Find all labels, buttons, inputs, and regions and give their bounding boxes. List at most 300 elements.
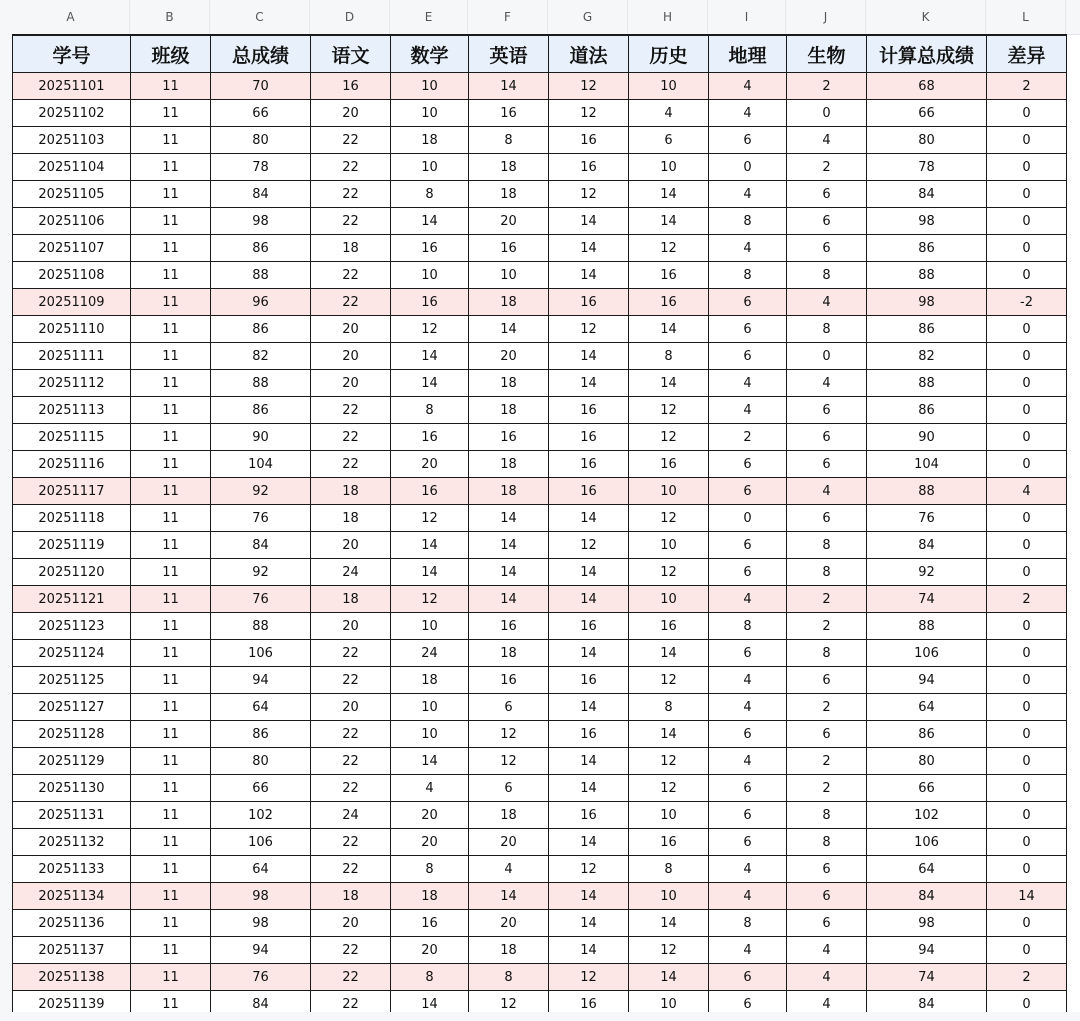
table-cell[interactable]: 4: [709, 883, 787, 910]
table-cell[interactable]: 84: [211, 181, 311, 208]
table-cell[interactable]: 0: [987, 775, 1067, 802]
column-header-col-g[interactable]: G: [548, 0, 628, 34]
header-cell[interactable]: 道法: [549, 35, 629, 73]
table-cell[interactable]: 6: [787, 397, 867, 424]
table-cell[interactable]: 14: [549, 586, 629, 613]
table-cell[interactable]: 6: [787, 235, 867, 262]
table-cell[interactable]: 4: [469, 856, 549, 883]
table-cell[interactable]: 20251104: [13, 154, 131, 181]
table-cell[interactable]: 0: [787, 100, 867, 127]
table-cell[interactable]: 20: [311, 910, 391, 937]
table-cell[interactable]: 0: [987, 802, 1067, 829]
table-cell[interactable]: 10: [391, 721, 469, 748]
table-cell[interactable]: 16: [391, 478, 469, 505]
table-cell[interactable]: 6: [469, 775, 549, 802]
table-cell[interactable]: 24: [311, 802, 391, 829]
table-cell[interactable]: 14: [391, 748, 469, 775]
table-cell[interactable]: 22: [311, 451, 391, 478]
table-cell[interactable]: 12: [549, 73, 629, 100]
table-cell[interactable]: 14: [549, 640, 629, 667]
table-cell[interactable]: 4: [709, 694, 787, 721]
table-cell[interactable]: 18: [469, 397, 549, 424]
table-cell[interactable]: 8: [629, 694, 709, 721]
table-cell[interactable]: 10: [629, 586, 709, 613]
table-cell[interactable]: 20: [311, 694, 391, 721]
table-cell[interactable]: 18: [311, 235, 391, 262]
table-cell[interactable]: 20251120: [13, 559, 131, 586]
table-cell[interactable]: 82: [211, 343, 311, 370]
table-cell[interactable]: 18: [469, 802, 549, 829]
table-cell[interactable]: 11: [131, 181, 211, 208]
table-cell[interactable]: 8: [391, 856, 469, 883]
table-cell[interactable]: 86: [211, 316, 311, 343]
table-cell[interactable]: 96: [211, 289, 311, 316]
table-cell[interactable]: 6: [787, 883, 867, 910]
table-cell[interactable]: 16: [469, 613, 549, 640]
table-cell[interactable]: 12: [469, 748, 549, 775]
table-cell[interactable]: 4: [787, 478, 867, 505]
table-cell[interactable]: 16: [391, 235, 469, 262]
table-cell[interactable]: 88: [867, 613, 987, 640]
column-header-col-l[interactable]: L: [986, 0, 1066, 34]
table-cell[interactable]: 11: [131, 775, 211, 802]
table-cell[interactable]: 18: [311, 505, 391, 532]
table-cell[interactable]: 6: [787, 451, 867, 478]
table-cell[interactable]: 11: [131, 343, 211, 370]
table-cell[interactable]: 94: [867, 937, 987, 964]
table-cell[interactable]: 0: [987, 991, 1067, 1018]
table-cell[interactable]: 92: [211, 478, 311, 505]
table-cell[interactable]: 22: [311, 937, 391, 964]
table-cell[interactable]: 11: [131, 883, 211, 910]
table-cell[interactable]: 66: [211, 100, 311, 127]
table-cell[interactable]: 10: [469, 262, 549, 289]
table-cell[interactable]: 88: [867, 262, 987, 289]
table-cell[interactable]: 16: [549, 127, 629, 154]
table-cell[interactable]: 10: [629, 991, 709, 1018]
table-cell[interactable]: 14: [469, 73, 549, 100]
table-cell[interactable]: 11: [131, 235, 211, 262]
table-cell[interactable]: 11: [131, 370, 211, 397]
table-cell[interactable]: 20251108: [13, 262, 131, 289]
table-cell[interactable]: 76: [211, 586, 311, 613]
table-cell[interactable]: 6: [709, 964, 787, 991]
table-cell[interactable]: 16: [549, 154, 629, 181]
table-cell[interactable]: 4: [787, 991, 867, 1018]
table-cell[interactable]: 88: [211, 613, 311, 640]
table-cell[interactable]: 11: [131, 559, 211, 586]
table-cell[interactable]: 10: [391, 100, 469, 127]
table-cell[interactable]: 2: [787, 154, 867, 181]
table-cell[interactable]: 84: [867, 181, 987, 208]
table-cell[interactable]: 14: [549, 910, 629, 937]
table-cell[interactable]: 6: [787, 856, 867, 883]
table-cell[interactable]: 68: [867, 73, 987, 100]
table-cell[interactable]: 22: [311, 991, 391, 1018]
table-cell[interactable]: 12: [629, 235, 709, 262]
table-cell[interactable]: 18: [391, 127, 469, 154]
header-cell[interactable]: 差异: [987, 35, 1067, 73]
table-cell[interactable]: 11: [131, 829, 211, 856]
table-cell[interactable]: 11: [131, 262, 211, 289]
table-cell[interactable]: 64: [867, 856, 987, 883]
table-cell[interactable]: 88: [867, 370, 987, 397]
table-cell[interactable]: 18: [311, 883, 391, 910]
table-cell[interactable]: 84: [867, 991, 987, 1018]
table-cell[interactable]: 20251131: [13, 802, 131, 829]
table-cell[interactable]: 20251125: [13, 667, 131, 694]
table-cell[interactable]: 14: [987, 883, 1067, 910]
table-cell[interactable]: 14: [629, 721, 709, 748]
table-cell[interactable]: 14: [549, 775, 629, 802]
table-cell[interactable]: 64: [211, 694, 311, 721]
table-cell[interactable]: 8: [787, 559, 867, 586]
table-cell[interactable]: 4: [787, 289, 867, 316]
table-cell[interactable]: 14: [629, 181, 709, 208]
table-cell[interactable]: 0: [987, 640, 1067, 667]
table-cell[interactable]: 8: [787, 640, 867, 667]
table-cell[interactable]: 14: [629, 640, 709, 667]
table-cell[interactable]: 106: [867, 640, 987, 667]
table-cell[interactable]: 12: [549, 100, 629, 127]
table-cell[interactable]: 106: [867, 829, 987, 856]
header-cell[interactable]: 数学: [391, 35, 469, 73]
table-cell[interactable]: 11: [131, 532, 211, 559]
table-cell[interactable]: 20251116: [13, 451, 131, 478]
header-cell[interactable]: 语文: [311, 35, 391, 73]
table-cell[interactable]: 8: [787, 316, 867, 343]
table-cell[interactable]: 12: [469, 991, 549, 1018]
table-cell[interactable]: 0: [987, 235, 1067, 262]
table-cell[interactable]: 12: [391, 316, 469, 343]
table-cell[interactable]: 14: [469, 316, 549, 343]
table-cell[interactable]: 84: [211, 991, 311, 1018]
table-cell[interactable]: 0: [987, 937, 1067, 964]
column-header-col-e[interactable]: E: [390, 0, 468, 34]
table-cell[interactable]: 12: [629, 559, 709, 586]
table-cell[interactable]: 2: [709, 424, 787, 451]
table-cell[interactable]: 11: [131, 748, 211, 775]
table-cell[interactable]: 18: [469, 181, 549, 208]
table-cell[interactable]: 2: [787, 586, 867, 613]
table-cell[interactable]: 20251136: [13, 910, 131, 937]
table-cell[interactable]: 80: [867, 748, 987, 775]
table-cell[interactable]: 6: [629, 127, 709, 154]
table-cell[interactable]: 86: [867, 235, 987, 262]
table-cell[interactable]: 6: [469, 694, 549, 721]
table-cell[interactable]: 11: [131, 640, 211, 667]
table-cell[interactable]: 0: [987, 154, 1067, 181]
column-header-col-k[interactable]: K: [866, 0, 986, 34]
table-cell[interactable]: 16: [549, 451, 629, 478]
table-cell[interactable]: 104: [867, 451, 987, 478]
table-cell[interactable]: 16: [469, 667, 549, 694]
table-cell[interactable]: 8: [787, 532, 867, 559]
table-cell[interactable]: 0: [987, 667, 1067, 694]
table-cell[interactable]: 4: [709, 586, 787, 613]
table-cell[interactable]: 8: [469, 127, 549, 154]
table-cell[interactable]: 22: [311, 208, 391, 235]
table-cell[interactable]: 20: [311, 613, 391, 640]
table-cell[interactable]: 20: [311, 532, 391, 559]
table-cell[interactable]: 0: [987, 505, 1067, 532]
table-cell[interactable]: 14: [391, 991, 469, 1018]
table-cell[interactable]: 20251123: [13, 613, 131, 640]
table-cell[interactable]: 20251109: [13, 289, 131, 316]
table-cell[interactable]: 80: [211, 127, 311, 154]
table-cell[interactable]: 106: [211, 640, 311, 667]
table-cell[interactable]: 0: [987, 910, 1067, 937]
table-cell[interactable]: 86: [211, 397, 311, 424]
table-cell[interactable]: 18: [469, 478, 549, 505]
table-cell[interactable]: 82: [867, 343, 987, 370]
table-cell[interactable]: 16: [629, 451, 709, 478]
table-cell[interactable]: 20251115: [13, 424, 131, 451]
table-cell[interactable]: 0: [709, 154, 787, 181]
table-cell[interactable]: 22: [311, 721, 391, 748]
table-cell[interactable]: 16: [469, 100, 549, 127]
table-cell[interactable]: 14: [469, 532, 549, 559]
table-cell[interactable]: 20251107: [13, 235, 131, 262]
column-header-col-h[interactable]: H: [628, 0, 708, 34]
table-cell[interactable]: 22: [311, 397, 391, 424]
table-cell[interactable]: 104: [211, 451, 311, 478]
table-cell[interactable]: 10: [391, 154, 469, 181]
table-cell[interactable]: 2: [787, 748, 867, 775]
table-cell[interactable]: 102: [211, 802, 311, 829]
table-cell[interactable]: 4: [787, 370, 867, 397]
column-header-col-c[interactable]: C: [210, 0, 310, 34]
table-cell[interactable]: 10: [629, 802, 709, 829]
table-cell[interactable]: 12: [469, 721, 549, 748]
table-cell[interactable]: 14: [549, 937, 629, 964]
table-cell[interactable]: 20: [469, 343, 549, 370]
table-cell[interactable]: 22: [311, 289, 391, 316]
table-cell[interactable]: 20251102: [13, 100, 131, 127]
table-cell[interactable]: 8: [469, 964, 549, 991]
table-cell[interactable]: 12: [629, 937, 709, 964]
table-cell[interactable]: 11: [131, 451, 211, 478]
table-cell[interactable]: 16: [549, 802, 629, 829]
table-cell[interactable]: 14: [549, 829, 629, 856]
table-cell[interactable]: 22: [311, 640, 391, 667]
table-cell[interactable]: 86: [867, 397, 987, 424]
table-cell[interactable]: 24: [311, 559, 391, 586]
table-cell[interactable]: 2: [987, 586, 1067, 613]
table-cell[interactable]: 88: [867, 478, 987, 505]
table-cell[interactable]: 18: [311, 586, 391, 613]
table-cell[interactable]: 8: [709, 262, 787, 289]
table-cell[interactable]: 11: [131, 613, 211, 640]
table-cell[interactable]: 12: [629, 667, 709, 694]
table-cell[interactable]: 4: [709, 667, 787, 694]
table-cell[interactable]: 14: [629, 316, 709, 343]
table-cell[interactable]: 20251133: [13, 856, 131, 883]
table-cell[interactable]: 20251134: [13, 883, 131, 910]
table-cell[interactable]: 14: [549, 262, 629, 289]
table-cell[interactable]: 6: [709, 559, 787, 586]
table-cell[interactable]: 66: [211, 775, 311, 802]
table-cell[interactable]: 16: [391, 289, 469, 316]
table-cell[interactable]: 86: [211, 235, 311, 262]
table-cell[interactable]: 20251101: [13, 73, 131, 100]
table-cell[interactable]: 78: [867, 154, 987, 181]
table-cell[interactable]: 11: [131, 127, 211, 154]
table-cell[interactable]: 18: [469, 451, 549, 478]
table-cell[interactable]: 20: [469, 208, 549, 235]
table-cell[interactable]: 16: [311, 73, 391, 100]
table-cell[interactable]: 6: [709, 127, 787, 154]
table-cell[interactable]: 10: [629, 154, 709, 181]
table-cell[interactable]: 12: [549, 181, 629, 208]
table-cell[interactable]: 24: [391, 640, 469, 667]
table-cell[interactable]: 4: [629, 100, 709, 127]
table-cell[interactable]: 20: [469, 910, 549, 937]
table-cell[interactable]: 2: [787, 694, 867, 721]
table-cell[interactable]: 0: [987, 721, 1067, 748]
table-cell[interactable]: 78: [211, 154, 311, 181]
table-cell[interactable]: 11: [131, 856, 211, 883]
table-cell[interactable]: 22: [311, 856, 391, 883]
table-cell[interactable]: 4: [787, 127, 867, 154]
table-cell[interactable]: 20251111: [13, 343, 131, 370]
table-cell[interactable]: 6: [709, 775, 787, 802]
table-cell[interactable]: 0: [987, 127, 1067, 154]
table-cell[interactable]: 11: [131, 397, 211, 424]
table-cell[interactable]: 98: [867, 208, 987, 235]
table-cell[interactable]: 0: [987, 613, 1067, 640]
table-cell[interactable]: 20251112: [13, 370, 131, 397]
table-cell[interactable]: 98: [211, 208, 311, 235]
table-cell[interactable]: 20251113: [13, 397, 131, 424]
table-cell[interactable]: 18: [469, 640, 549, 667]
table-cell[interactable]: 11: [131, 289, 211, 316]
table-cell[interactable]: 10: [629, 73, 709, 100]
table-cell[interactable]: 8: [709, 910, 787, 937]
table-cell[interactable]: 84: [211, 532, 311, 559]
table-cell[interactable]: 66: [867, 775, 987, 802]
header-cell[interactable]: 班级: [131, 35, 211, 73]
table-cell[interactable]: 20251127: [13, 694, 131, 721]
table-cell[interactable]: 90: [867, 424, 987, 451]
table-cell[interactable]: 22: [311, 262, 391, 289]
table-cell[interactable]: 18: [469, 289, 549, 316]
table-cell[interactable]: 16: [469, 424, 549, 451]
table-cell[interactable]: 11: [131, 478, 211, 505]
table-cell[interactable]: 4: [787, 964, 867, 991]
table-cell[interactable]: 16: [391, 424, 469, 451]
table-cell[interactable]: 6: [709, 451, 787, 478]
table-cell[interactable]: 20: [469, 829, 549, 856]
table-cell[interactable]: 6: [787, 910, 867, 937]
table-cell[interactable]: 20251121: [13, 586, 131, 613]
table-cell[interactable]: 20251103: [13, 127, 131, 154]
table-cell[interactable]: 4: [709, 181, 787, 208]
table-cell[interactable]: 16: [629, 829, 709, 856]
table-cell[interactable]: 8: [629, 343, 709, 370]
table-cell[interactable]: 6: [787, 208, 867, 235]
table-cell[interactable]: 20: [391, 451, 469, 478]
table-cell[interactable]: 0: [987, 343, 1067, 370]
table-cell[interactable]: 14: [629, 208, 709, 235]
column-header-col-d[interactable]: D: [310, 0, 390, 34]
table-cell[interactable]: 18: [311, 478, 391, 505]
table-cell[interactable]: 0: [987, 694, 1067, 721]
table-cell[interactable]: 11: [131, 154, 211, 181]
table-cell[interactable]: 16: [549, 667, 629, 694]
table-cell[interactable]: 4: [709, 370, 787, 397]
table-cell[interactable]: 4: [709, 856, 787, 883]
table-cell[interactable]: 80: [867, 127, 987, 154]
table-cell[interactable]: 0: [987, 316, 1067, 343]
table-cell[interactable]: 11: [131, 316, 211, 343]
table-cell[interactable]: 20251130: [13, 775, 131, 802]
table-cell[interactable]: 20251117: [13, 478, 131, 505]
table-cell[interactable]: 16: [549, 991, 629, 1018]
table-cell[interactable]: 8: [391, 397, 469, 424]
table-cell[interactable]: 0: [987, 829, 1067, 856]
table-cell[interactable]: 0: [987, 532, 1067, 559]
table-cell[interactable]: 8: [709, 208, 787, 235]
table-cell[interactable]: 66: [867, 100, 987, 127]
table-cell[interactable]: 10: [391, 262, 469, 289]
table-cell[interactable]: 11: [131, 694, 211, 721]
table-cell[interactable]: 16: [549, 613, 629, 640]
table-cell[interactable]: 4: [709, 100, 787, 127]
table-cell[interactable]: 20251137: [13, 937, 131, 964]
table-cell[interactable]: 10: [391, 694, 469, 721]
table-cell[interactable]: 16: [549, 721, 629, 748]
table-cell[interactable]: 20251110: [13, 316, 131, 343]
table-cell[interactable]: 14: [549, 235, 629, 262]
table-cell[interactable]: 76: [867, 505, 987, 532]
table-cell[interactable]: 6: [709, 640, 787, 667]
table-cell[interactable]: 10: [629, 532, 709, 559]
table-cell[interactable]: 2: [787, 73, 867, 100]
table-cell[interactable]: 6: [709, 802, 787, 829]
table-cell[interactable]: 6: [787, 721, 867, 748]
table-cell[interactable]: 20: [391, 937, 469, 964]
table-cell[interactable]: 84: [867, 883, 987, 910]
table-cell[interactable]: 0: [987, 559, 1067, 586]
table-cell[interactable]: 8: [787, 262, 867, 289]
table-cell[interactable]: 4: [709, 937, 787, 964]
table-cell[interactable]: 14: [549, 208, 629, 235]
table-cell[interactable]: 14: [549, 343, 629, 370]
header-cell[interactable]: 生物: [787, 35, 867, 73]
table-cell[interactable]: 14: [469, 559, 549, 586]
table-cell[interactable]: 14: [469, 505, 549, 532]
table-cell[interactable]: 4: [787, 937, 867, 964]
table-cell[interactable]: 0: [987, 748, 1067, 775]
table-cell[interactable]: 11: [131, 802, 211, 829]
table-cell[interactable]: 10: [391, 613, 469, 640]
table-cell[interactable]: 90: [211, 424, 311, 451]
table-cell[interactable]: 14: [549, 694, 629, 721]
table-cell[interactable]: 10: [629, 883, 709, 910]
table-cell[interactable]: 106: [211, 829, 311, 856]
table-cell[interactable]: 16: [629, 262, 709, 289]
table-cell[interactable]: 11: [131, 208, 211, 235]
table-cell[interactable]: 92: [211, 559, 311, 586]
table-cell[interactable]: 20251138: [13, 964, 131, 991]
table-cell[interactable]: 14: [391, 343, 469, 370]
table-cell[interactable]: 4: [391, 775, 469, 802]
table-cell[interactable]: 20251105: [13, 181, 131, 208]
table-cell[interactable]: 8: [709, 613, 787, 640]
table-cell[interactable]: 6: [709, 478, 787, 505]
table-cell[interactable]: 14: [391, 370, 469, 397]
